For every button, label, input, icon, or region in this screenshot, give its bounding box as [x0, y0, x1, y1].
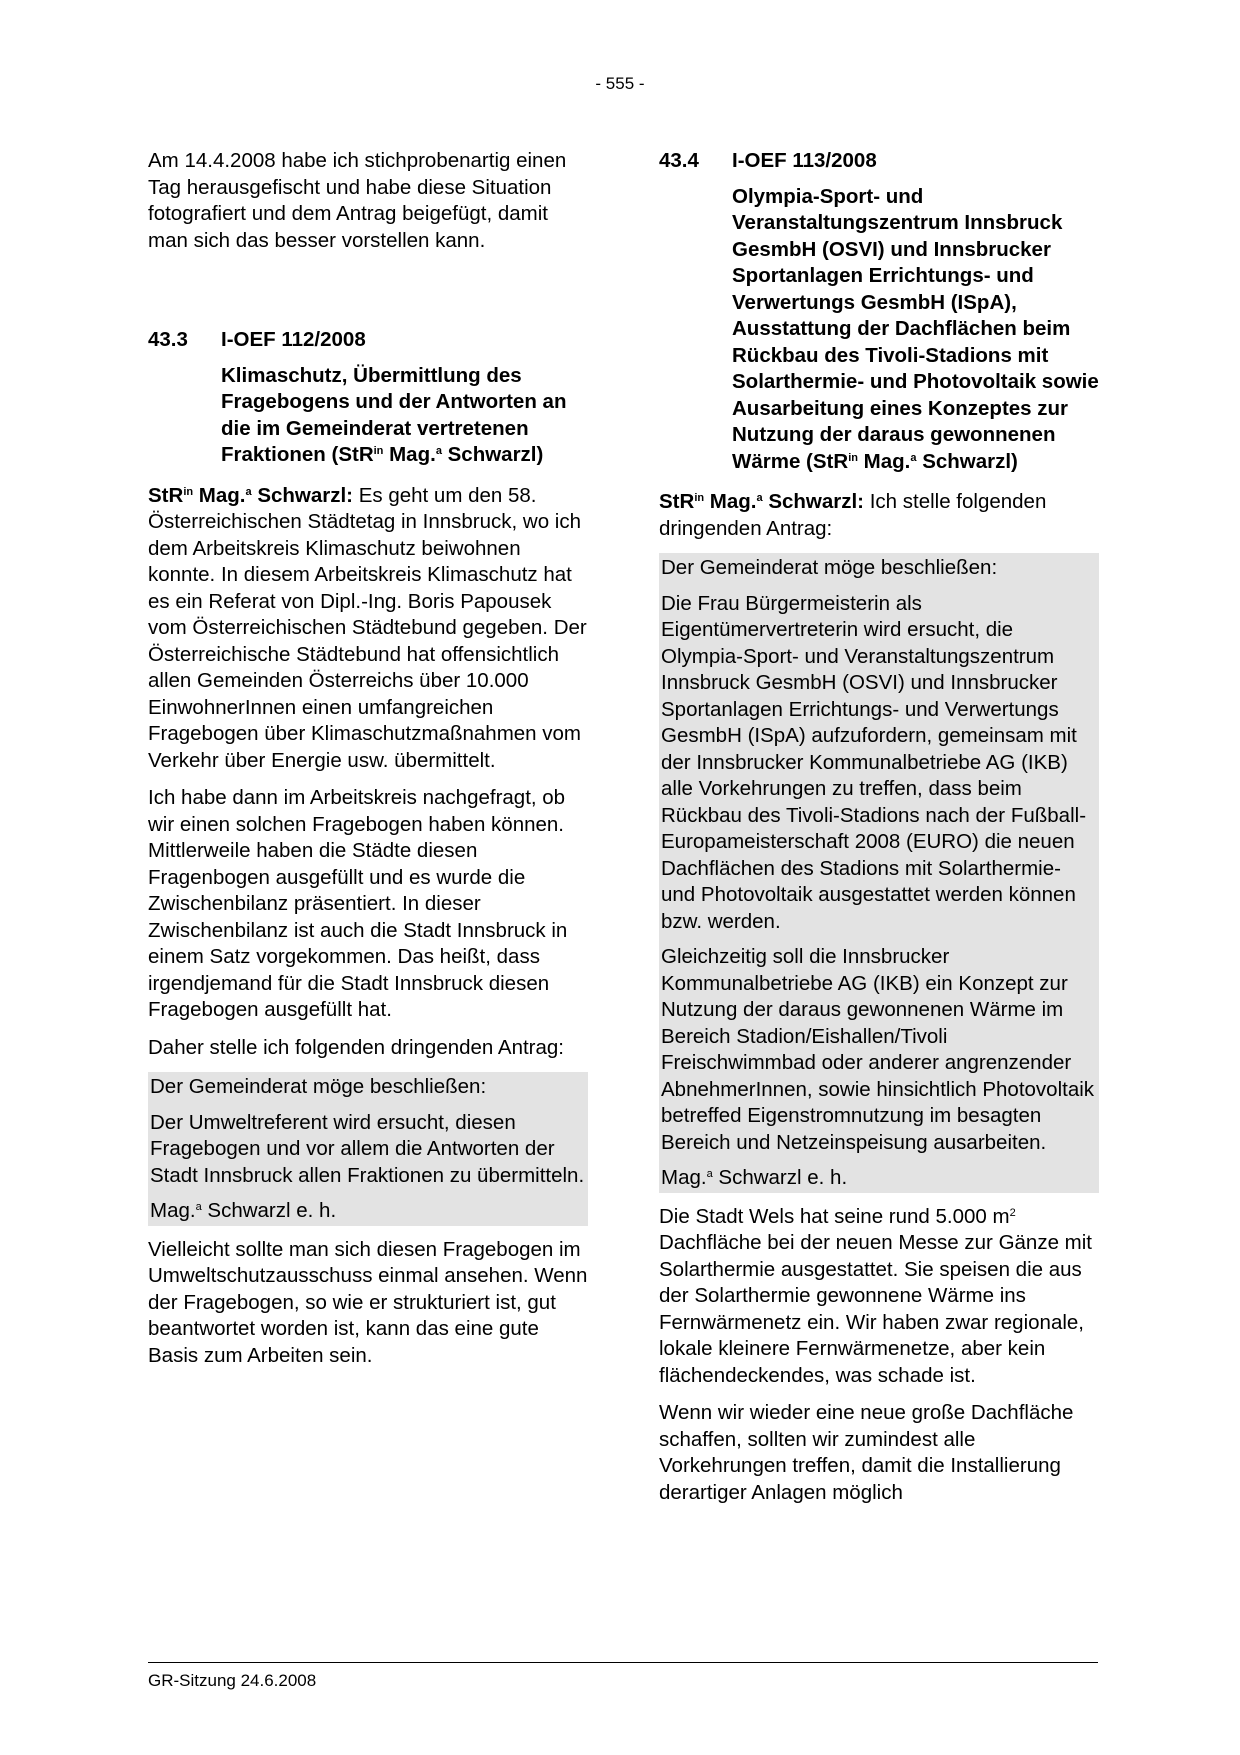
section-subject: Olympia-Sport- und Veranstaltungszentrum Innsbruck GesmbH (OSVI) und Innsbrucker Sportanlagen Errichtungs- und Verwertungs GesmbH (ISpA), Ausstattung der Dachflächen beim Rückbau des Tivoli-Stadions mit Solarthermie- und Photovoltaik sowie Ausarbeitung eines Konzeptes zur Nutzung der daraus gewonnenen Wärme (StR$^{in}$ Mag.$^a$ Schwarzl) [732, 184, 1099, 473]
speech-paragraph-2: Die Stadt Wels hat seine rund 5.000 $m^2$ Dachfläche bei der neuen Messe zur Gänze mit Solarthermie ausgestattet. Sie speisen die aus der Solarthermie gewonnene Wärme ins Fernwärmenetz ein. Wir haben zwar regionale, lokale kleinere Fernwärmenetze, aber kein flächendeckendes, was schade ist. [659, 1204, 1093, 1387]
section-number: 43.3 [148, 328, 188, 351]
speaker-label: StR$^{in}$ Mag.$^a$ Schwarzl: [659, 490, 865, 513]
motion-paragraph-1: Die Frau Bürgermeisterin als Eigentümervertreterin wird ersucht, die Olympia-Sport- und Veranstaltungszentrum Innsbruck GesmbH (OSVI) und Innsbrucker Sportanlagen Errichtungs- und Verwertungs GesmbH (ISpA) aufzufordern, gemeinsam mit der Innsbrucker Kommunalbetriebe AG (IKB) alle Vorkehrungen zu treffen, dass beim Rückbau des Tivoli-Stadions nach der Fußball-Europameisterschaft 2008 (EURO) die neuen Dachflächen des Stadions mit Solarthermie- und Photovoltaik ausgestattet werden können bzw. werden. [661, 591, 1087, 933]
left-column [148, 148, 588, 1380]
intro-paragraph: Am 14.4.2008 habe ich stichprobenartig einen Tag herausgefischt und habe diese Situation fotografiert und dem Antrag beigefügt, damit man sich das besser vorstellen kann. [148, 149, 567, 252]
speech-paragraph-3: Wenn wir wieder eine neue große Dachfläche schaffen, sollten wir zumindest alle Vorkehrungen treffen, damit die Installierung derartiger Anlagen möglich [659, 1401, 1074, 1504]
footer-divider [148, 1662, 1098, 1663]
motion-signature: Mag.$^a$ Schwarzl e. h. [661, 1166, 848, 1189]
speaker-label: StR$^{in}$ Mag.$^a$ Schwarzl: [148, 483, 354, 507]
motion-signature: Mag.$^a$ Schwarzl e. h. [150, 1199, 337, 1222]
motion-box [659, 553, 1099, 1193]
footer-session-date: GR-Sitzung 24.6.2008 [148, 1671, 317, 1690]
page-number: - 555 - [595, 74, 645, 93]
section-code: I-OEF 112/2008 [221, 328, 366, 351]
speech-paragraph-1: StR$^{in}$ Mag.$^a$ Schwarzl: Es geht um den 58. Österreichischen Städtetag in Innsbruck, wo ich dem Arbeitskreis Klimaschutz beiwohnen konnte. In diesem Arbeitskreis Klimaschutz hat es ein Referat von Dipl.-Ing. Boris Papousek vom Österreichischen Städtebund gegeben. Der Österreichische Städtebund hat offensichtlich allen Gemeinden Österreichs über 10.000 EinwohnerInnen einen umfangreichen Fragebogen über Klimaschutzmaßnahmen vom Verkehr über Energie usw. übermittelt. [148, 483, 587, 772]
motion-intro: Der Gemeinderat möge beschließen: [150, 1075, 487, 1098]
motion-intro: Der Gemeinderat möge beschließen: [661, 556, 998, 579]
speech-paragraph-3: Daher stelle ich folgenden dringenden Antrag: [148, 1035, 564, 1059]
speech-paragraph-1: StR$^{in}$ Mag.$^a$ Schwarzl: Ich stelle folgenden dringenden Antrag: [659, 490, 1047, 540]
speech-paragraph-4: Vielleicht sollte man sich diesen Fragebogen im Umweltschutzausschuss einmal ansehen. Wenn der Fragebogen, so wie er strukturiert ist, gut beantwortet worden ist, kann das eine gute Basis zum Arbeiten sein. [148, 1237, 588, 1367]
section-subject: Klimaschutz, Übermittlung des Fragebogens und der Antworten an die im Gemeinderat vertretenen Fraktionen (StR$^{in}$ Mag.$^a$ Schwarzl) [221, 363, 567, 466]
section-heading-43-3 [148, 327, 588, 354]
section-code: I-OEF 113/2008 [732, 149, 877, 172]
motion-paragraph-2: Gleichzeitig soll die Innsbrucker Kommunalbetriebe AG (IKB) ein Konzept zur Nutzung der daraus gewonnenen Wärme im Bereich Stadion/Eishallen/Tivoli Freischwimmbad oder anderer angrenzender AbnehmerInnen, sowie hinsichtlich Photovoltaik betreffed Eigenstromnutzung im besagten Bereich und Netzeinspeisung ausarbeiten. [661, 945, 1095, 1154]
speech-paragraph-2: Ich habe dann im Arbeitskreis nachgefragt, ob wir einen solchen Fragebogen haben können. Mittlerweile haben die Städte diesen Fragenbogen ausgefüllt und es wurde die Zwischenbilanz präsentiert. In dieser Zwischenbilanz ist auch die Stadt Innsbruck in einem Satz vorgekommen. Das heißt, dass irgendjemand für die Stadt Innsbruck diesen Fragebogen ausgefüllt hat. [148, 786, 568, 1021]
section-number: 43.4 [659, 149, 699, 172]
right-column [659, 148, 1099, 1517]
section-heading-43-4 [659, 148, 1099, 175]
motion-text: Der Umweltreferent wird ersucht, diesen Fragebogen und vor allem die Antworten der Stadt Innsbruck allen Fraktionen zu übermitteln. [150, 1110, 585, 1187]
motion-box [148, 1072, 588, 1226]
